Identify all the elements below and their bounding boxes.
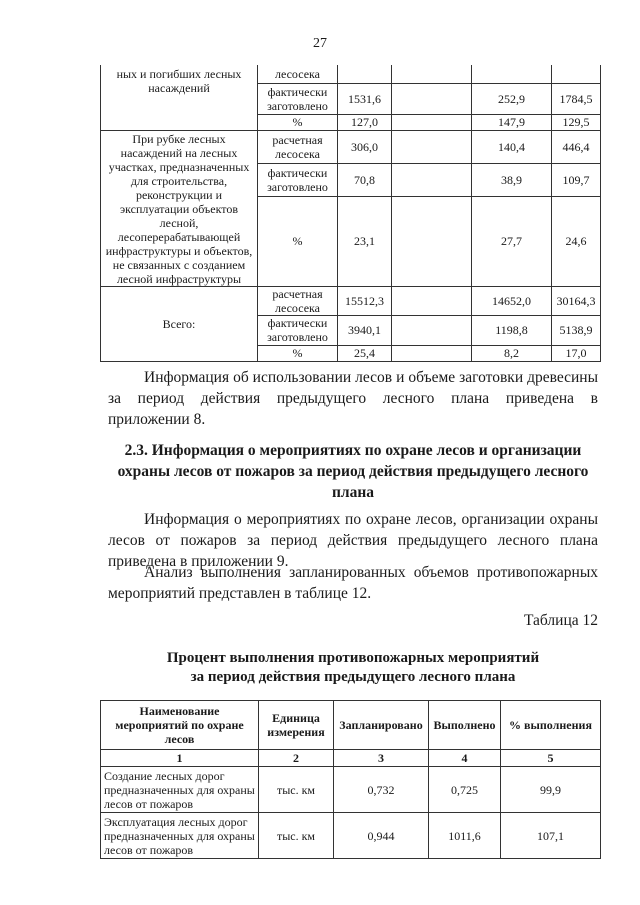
table-cell: 38,9: [472, 164, 552, 197]
table-cell: [472, 65, 552, 83]
column-index: 4: [429, 750, 501, 767]
table-row: [101, 767, 601, 813]
value-type: лесосека: [258, 65, 338, 83]
heading-line: плана: [331, 484, 375, 501]
section-heading: [108, 440, 598, 503]
table-label: Таблица 12: [523, 612, 598, 629]
table-cell: [392, 65, 472, 83]
value-type: фактически заготовлено: [258, 315, 338, 345]
table-cell: [392, 130, 472, 164]
table-cell: 15512,3: [338, 286, 392, 315]
text-line: Информация об использовании лесов и объеме заготовки древесины: [144, 369, 598, 386]
table-cell: 27,7: [472, 196, 552, 286]
column-header: % выполнения: [501, 701, 601, 750]
table-cell: 252,9: [472, 83, 552, 114]
table-cell: 70,8: [338, 164, 392, 197]
paragraph-table-12-ref: [108, 562, 598, 604]
column-index: 5: [501, 750, 601, 767]
fire-prevention-table: [100, 700, 601, 859]
forest-harvest-table: [100, 65, 601, 362]
table-row: [101, 813, 601, 859]
table-cell: [392, 286, 472, 315]
table-cell: [392, 114, 472, 130]
table-row: [101, 130, 601, 164]
title-line: Процент выполнения противопожарных мероприятий: [166, 650, 540, 666]
done-cell: 1011,6: [429, 813, 501, 859]
unit-cell: тыс. км: [259, 767, 334, 813]
value-type: расчетная лесосека: [258, 130, 338, 164]
value-type: %: [258, 196, 338, 286]
value-type: %: [258, 114, 338, 130]
table-cell: 24,6: [552, 196, 601, 286]
table-cell: [392, 315, 472, 345]
table-cell: 147,9: [472, 114, 552, 130]
activity-name: Эксплуатация лесных дорог предназначенных для охраны лесов от пожаров: [101, 813, 259, 859]
table-cell: 1198,8: [472, 315, 552, 345]
table-cell: [552, 65, 601, 83]
row-description: ных и погибших лесных насаждений: [101, 65, 258, 130]
text-line: мероприятий представлен в таблице 12.: [108, 585, 372, 602]
table-cell: 8,2: [472, 345, 552, 361]
table-title: [108, 649, 598, 687]
table-cell: 306,0: [338, 130, 392, 164]
text-line: приведена в приложении 9.: [108, 553, 289, 570]
column-header: Запланировано: [334, 701, 429, 750]
planned-cell: 0,732: [334, 767, 429, 813]
page-number: 27: [313, 36, 327, 51]
text-line: лесов от пожаров за период действия предыдущего лесного плана: [108, 532, 598, 549]
text-line: Информация о мероприятиях по охране лесов, организации охраны: [144, 511, 598, 528]
column-index: 2: [259, 750, 334, 767]
column-index: 3: [334, 750, 429, 767]
table-cell: 109,7: [552, 164, 601, 197]
row-description: Всего:: [101, 286, 258, 361]
done-cell: 0,725: [429, 767, 501, 813]
heading-line: 2.3. Информация о мероприятиях по охране лесов и организации: [124, 442, 582, 459]
value-type: фактически заготовлено: [258, 164, 338, 197]
text-line: Анализ выполнения запланированных объемов противопожарных: [144, 564, 598, 581]
planned-cell: 0,944: [334, 813, 429, 859]
table-cell: 5138,9: [552, 315, 601, 345]
table-cell: 17,0: [552, 345, 601, 361]
table-cell: 140,4: [472, 130, 552, 164]
table-cell: [392, 83, 472, 114]
table-cell: 1531,6: [338, 83, 392, 114]
table-cell: 14652,0: [472, 286, 552, 315]
text-line: за период действия предыдущего лесного плана приведена в: [108, 390, 598, 407]
percent-cell: 107,1: [501, 813, 601, 859]
table-cell: 446,4: [552, 130, 601, 164]
table-cell: 129,5: [552, 114, 601, 130]
table-cell: [392, 196, 472, 286]
column-header: Наименование мероприятий по охране лесов: [101, 701, 259, 750]
table-cell: 25,4: [338, 345, 392, 361]
text-line: приложении 8.: [108, 411, 206, 428]
table-cell: [338, 65, 392, 83]
value-type: расчетная лесосека: [258, 286, 338, 315]
table-row: [101, 286, 601, 315]
heading-line: охраны лесов от пожаров за период действия предыдущего лесного: [117, 463, 589, 480]
table-cell: [392, 164, 472, 197]
table-cell: 23,1: [338, 196, 392, 286]
paragraph-appendix-8: [108, 367, 598, 430]
table-cell: 127,0: [338, 114, 392, 130]
table-cell: 30164,3: [552, 286, 601, 315]
activity-name: Создание лесных дорог предназначенных для охраны лесов от пожаров: [101, 767, 259, 813]
unit-cell: тыс. км: [259, 813, 334, 859]
value-type: фактически заготовлено: [258, 83, 338, 114]
column-index-row: [101, 750, 601, 767]
column-index: 1: [101, 750, 259, 767]
table-header-row: [101, 701, 601, 750]
column-header: Единица измерения: [259, 701, 334, 750]
value-type: %: [258, 345, 338, 361]
table-row: [101, 65, 601, 83]
title-line: за период действия предыдущего лесного плана: [190, 669, 516, 685]
table-cell: 3940,1: [338, 315, 392, 345]
percent-cell: 99,9: [501, 767, 601, 813]
row-description: При рубке лесных насаждений на лесных участках, предназначенных для строительства, реконструкции и эксплуатации объектов лесной, лесоперерабатывающей инфраструктуры и объектов, не связанных с созданием лесной инфраструктуры: [101, 130, 258, 286]
table-cell: 1784,5: [552, 83, 601, 114]
column-header: Выполнено: [429, 701, 501, 750]
table-cell: [392, 345, 472, 361]
